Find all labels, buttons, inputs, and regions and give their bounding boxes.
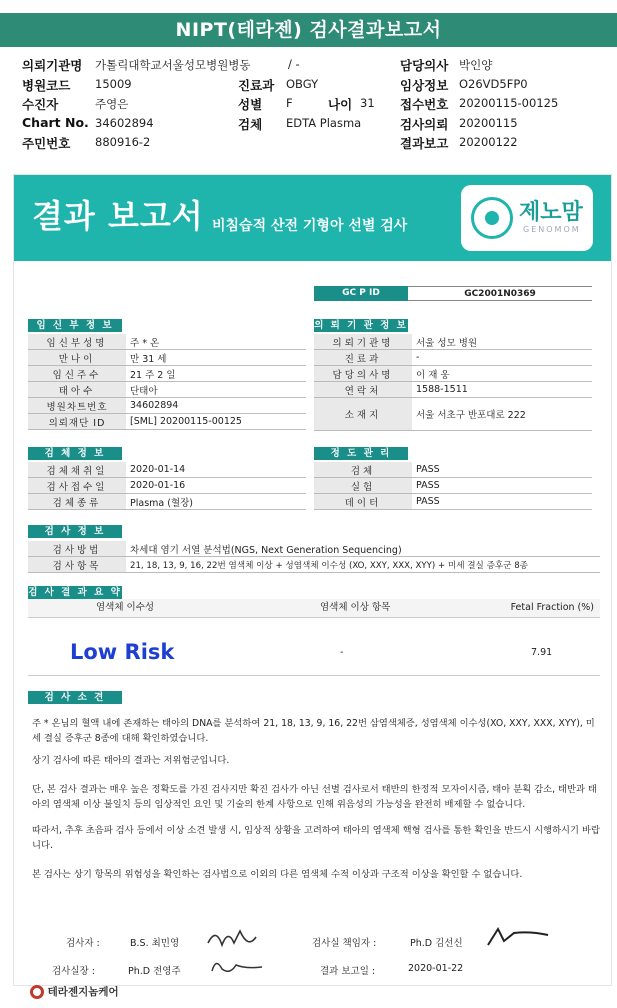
specimen-value: Plasma (혈장)	[126, 494, 306, 510]
qc-key: 실험	[314, 478, 412, 494]
label-specimen: 검체	[238, 117, 263, 132]
value-specimen: EDTA Plasma	[286, 116, 362, 130]
report-date-label: 결과 보고일 :	[320, 966, 376, 977]
logo-name: 제노맘	[519, 200, 583, 225]
result-abnormal: -	[340, 647, 344, 658]
head-label: 검사실장 :	[52, 966, 95, 977]
pregnant-value: 주 * 온	[126, 334, 306, 350]
institution-value: 서울 성모 병원	[412, 334, 592, 350]
institution-value: 이 재 웅	[412, 366, 592, 382]
institution-value: 1588-1511	[412, 382, 592, 398]
section-summary-header: 검 사 결 과 요 약	[28, 587, 122, 598]
findings-p3: 단, 본 검사 결과는 매우 높은 정확도를 가진 검사지만 확진 검사가 아닌 선별 검사로서 태반의 한정적 모자이시즘, 태아 분획 감소, 태반과 태아의 염색체 이상 불일치 등의 임상적인 요인 및 기술의 한계 사항으로 인해 위음성의 가능성을 완전히 배제할 수 없습니다.	[32, 784, 597, 810]
value-sex: F	[286, 96, 293, 110]
qc-value: PASS	[412, 462, 592, 478]
pregnant-value: 만 31 세	[126, 350, 306, 366]
label-request-date: 검사의뢰	[400, 117, 449, 132]
pregnant-key: 의뢰재단 ID	[28, 414, 126, 430]
institution-key: 소재지	[314, 398, 412, 431]
value-resident-no: 880916-2	[95, 135, 151, 149]
label-age: 나이	[328, 97, 353, 112]
value-clinical-info: O26VD5FP0	[459, 77, 528, 91]
label-patient: 수진자	[22, 97, 59, 112]
pregnant-value: [SML] 20200115-00125	[126, 414, 306, 430]
tester-name: B.S. 최민영	[130, 938, 180, 949]
summary-col-ff: Fetal Fraction (%)	[510, 602, 594, 613]
pregnant-key: 임신주수	[28, 366, 126, 382]
qc-key: 검체	[314, 462, 412, 478]
section-qc-header: 정 도 관 리	[314, 447, 408, 460]
head-signature	[206, 953, 270, 979]
summary-col-abnormal: 염색체 이상 항목	[320, 602, 391, 613]
qc-value: PASS	[412, 494, 592, 510]
chief-signature	[484, 923, 554, 951]
chief-label: 검사실 책임자 :	[312, 938, 377, 949]
institution-value: -	[412, 350, 592, 366]
logo-icon	[471, 197, 513, 239]
pregnant-value: 단태아	[126, 382, 306, 398]
value-ward: / -	[288, 57, 300, 71]
pregnant-table	[28, 334, 306, 430]
pregnant-key: 만나이	[28, 350, 126, 366]
findings-p5: 본 검사는 상기 항목의 위험성을 확인하는 검사법으로 이외의 다른 염색체 수적 이상과 구조적 이상을 확인할 수 없습니다.	[32, 869, 523, 880]
specimen-value: 2020-01-14	[126, 462, 306, 478]
value-report-date: 20200122	[459, 135, 518, 149]
gcpid-label: GC P ID	[314, 286, 408, 301]
section-test-header: 검 사 정 보	[28, 525, 122, 538]
specimen-key: 검체채취일	[28, 462, 126, 478]
findings-p1: 주 * 온님의 혈액 내에 존재하는 태아의 DNA를 분석하여 21, 18, 13, 9, 16, 22번 삼염색체증, 성염색체 이수성(XO, XXY, XXX, XYY), 미세 결실 증후군 8종에 대해 확인하였습니다.	[32, 718, 595, 744]
institution-key: 담당의사명	[314, 366, 412, 382]
qc-key: 데이터	[314, 494, 412, 510]
value-hospital-code: 15009	[95, 77, 132, 91]
specimen-key: 검체종류	[28, 494, 126, 510]
report-sheet	[14, 175, 611, 985]
findings-p4: 따라서, 추후 초음파 검사 등에서 이상 소견 발생 시, 임상적 상황을 고려하여 태아의 염색체 핵형 검사를 통한 확인을 반드시 시행하시기 바랍니다.	[32, 825, 600, 851]
report-subtitle: 비침습적 산전 기형아 선별 검사	[212, 218, 408, 234]
value-doctor: 박인양	[459, 58, 493, 72]
test-value: 21, 18, 13, 9, 16, 22번 염색체 이상 + 성염색체 이수성 (XO, XXY, XXX, XYY) + 미세 결실 증후군 8종	[126, 557, 600, 573]
pregnant-value: 21 주 2 일	[126, 366, 306, 382]
institution-table	[314, 334, 592, 431]
test-table	[28, 541, 600, 573]
institution-key: 연락처	[314, 382, 412, 398]
pregnant-value: 34602894	[126, 398, 306, 414]
label-receipt-no: 접수번호	[400, 97, 449, 112]
specimen-table	[28, 462, 306, 510]
specimen-value: 2020-01-16	[126, 478, 306, 494]
footer-company	[30, 984, 119, 999]
pregnant-key: 임신부성명	[28, 334, 126, 350]
pregnant-key: 병원차트번호	[28, 398, 126, 414]
findings-p2: 상기 검사에 따른 태아의 결과는 저위험군입니다.	[32, 755, 230, 766]
test-key: 검사방법	[28, 541, 126, 557]
summary-divider	[28, 675, 600, 676]
report-date-value: 2020-01-22	[408, 963, 464, 974]
genomom-logo	[461, 185, 593, 251]
institution-key: 진료과	[314, 350, 412, 366]
result-ff: 7.91	[531, 647, 553, 658]
institution-value: 서울 서초구 반포대로 222	[412, 398, 592, 431]
section-specimen-header: 검 체 정 보	[28, 447, 122, 460]
gcpid-value: GC2001N0369	[408, 286, 592, 301]
company-logo-icon	[30, 985, 44, 999]
label-doctor: 담당의사	[400, 58, 449, 73]
section-pregnant-header: 임 신 부 정 보	[28, 319, 122, 332]
test-value: 차세대 염기 서열 분석법(NGS, Next Generation Sequencing)	[126, 541, 600, 557]
chief-name: Ph.D 김선신	[410, 938, 463, 949]
footer-company-name: 테라젠지놈케어	[47, 986, 119, 998]
section-institution-header: 의 뢰 기 관 정 보	[314, 320, 408, 331]
value-request-date: 20200115	[459, 116, 518, 130]
label-department: 진료과	[238, 78, 275, 93]
test-key: 검사항목	[28, 557, 126, 573]
value-patient: 주영은	[95, 97, 129, 111]
label-clinical-info: 임상정보	[400, 78, 449, 93]
page-title: NIPT(테라젠) 검사결과보고서	[0, 13, 617, 47]
qc-table	[314, 462, 592, 510]
logo-en: GENOMOM	[523, 225, 581, 234]
pregnant-key: 태아수	[28, 382, 126, 398]
summary-header-row	[28, 599, 600, 618]
report-title: 결과 보고서	[32, 197, 204, 235]
tester-signature	[204, 923, 260, 955]
value-department: OBGY	[286, 77, 319, 91]
label-report-date: 결과보고	[400, 136, 449, 151]
result-low-risk: Low Risk	[70, 640, 175, 664]
institution-key: 의뢰기관명	[314, 334, 412, 350]
value-receipt-no: 20200115-00125	[459, 96, 559, 110]
summary-col-aneuploidy: 염색체 이수성	[96, 602, 155, 613]
label-institution: 의뢰기관명	[22, 58, 83, 73]
specimen-key: 검사접수일	[28, 478, 126, 494]
value-age: 31	[360, 96, 375, 110]
value-institution: 가톨릭대학교서울성모병원병동	[95, 58, 251, 72]
value-chart-no: 34602894	[95, 116, 154, 130]
label-resident-no: 주민번호	[22, 136, 71, 151]
label-chart-no: Chart No.	[22, 115, 89, 130]
head-name: Ph.D 전영주	[128, 966, 181, 977]
section-findings-header: 검 사 소 견	[28, 691, 122, 704]
label-sex: 성별	[238, 97, 263, 112]
tester-label: 검사자 :	[66, 938, 100, 949]
qc-value: PASS	[412, 478, 592, 494]
report-banner	[14, 175, 611, 261]
label-hospital-code: 병원코드	[22, 78, 71, 93]
